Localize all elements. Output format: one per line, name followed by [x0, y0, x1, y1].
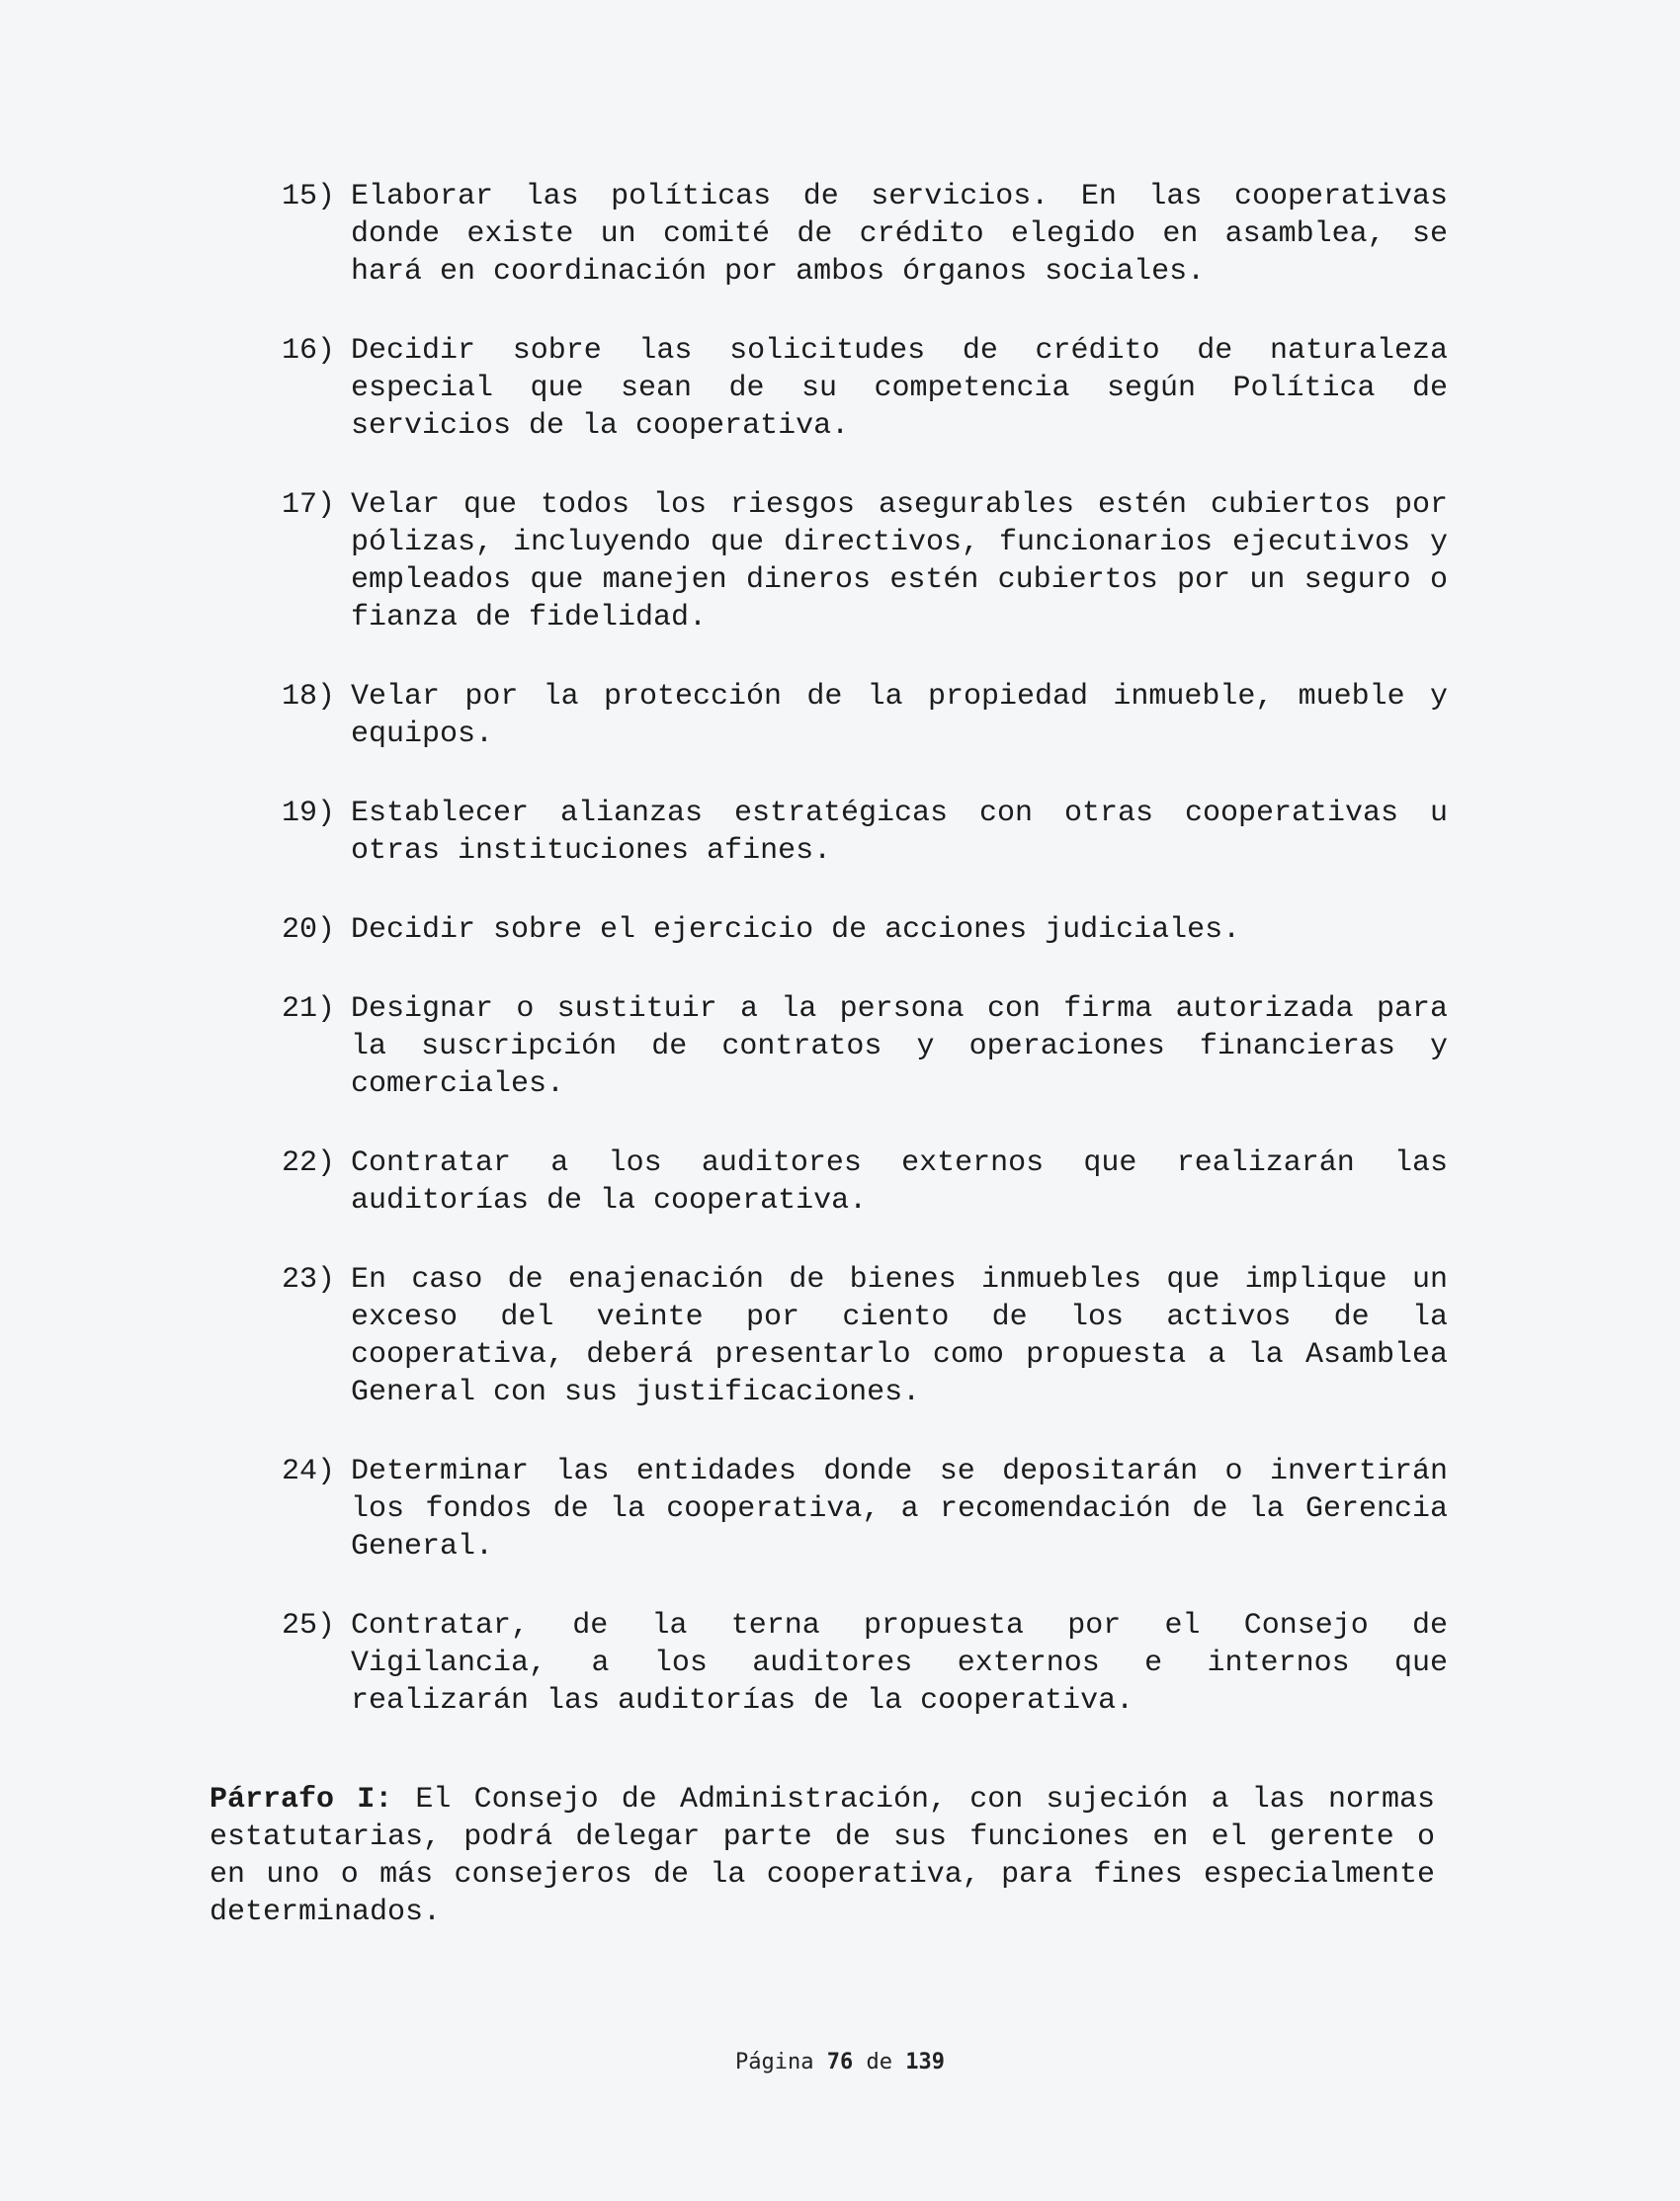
item-text: Determinar las entidades donde se depositarán o invertirán los fondos de la cooperativa, a recomendación de la Gerencia General.: [351, 1455, 1448, 1564]
item-number: 24): [282, 1455, 336, 1488]
item-number: 23): [282, 1263, 336, 1297]
page-number: 76: [826, 2050, 854, 2074]
page-total: 139: [905, 2050, 945, 2074]
item-text: Velar que todos los riesgos asegurables estén cubiertos por pólizas, incluyendo que directivos, funcionarios ejecutivos y empleados que manejen dineros estén cubiertos por un seguro o fianza de fidelidad.: [351, 488, 1448, 635]
paragraph-one: [210, 1781, 1435, 1931]
list-item: [282, 332, 1448, 445]
paragraph-label: Párrafo I:: [210, 1783, 393, 1817]
footer-prefix: Página: [735, 2050, 827, 2074]
list-item: [282, 795, 1448, 870]
list-item: [282, 486, 1448, 636]
item-number: 15): [282, 180, 336, 213]
list-item: [282, 1144, 1448, 1220]
item-text: Elaborar las políticas de servicios. En las cooperativas donde existe un comité de crédito elegido en asamblea, se hará en coordinación por ambos órganos sociales.: [351, 180, 1448, 289]
item-number: 17): [282, 488, 336, 522]
list-item: [282, 990, 1448, 1103]
item-number: 16): [282, 334, 336, 368]
item-text: Velar por la protección de la propiedad inmueble, mueble y equipos.: [351, 680, 1448, 751]
page-footer: [0, 2049, 1680, 2076]
item-text: Decidir sobre las solicitudes de crédito de naturaleza especial que sean de su competencia según Política de servicios de la cooperativa.: [351, 334, 1448, 443]
item-text: Establecer alianzas estratégicas con otras cooperativas u otras instituciones afines.: [351, 797, 1448, 868]
item-text: Designar o sustituir a la persona con firma autorizada para la suscripción de contratos y operaciones financieras y comerciales.: [351, 992, 1448, 1101]
list-item: [282, 178, 1448, 291]
list-item: [282, 1607, 1448, 1720]
functions-list: [282, 178, 1448, 1761]
list-item: [282, 1261, 1448, 1411]
item-number: 21): [282, 992, 336, 1026]
paragraph-text: El Consejo de Administración, con sujeción a las normas estatutarias, podrá delegar parte de sus funciones en el gerente o en uno o más consejeros de la cooperativa, para fines especialmente determinados.: [210, 1783, 1435, 1929]
list-item: [282, 1453, 1448, 1566]
footer-middle: de: [853, 2050, 906, 2074]
item-number: 25): [282, 1609, 336, 1643]
item-number: 19): [282, 797, 336, 830]
item-text: Decidir sobre el ejercicio de acciones judiciales.: [351, 913, 1241, 947]
item-number: 18): [282, 680, 336, 714]
item-text: Contratar a los auditores externos que realizarán las auditorías de la cooperativa.: [351, 1146, 1448, 1218]
list-item: [282, 678, 1448, 753]
list-item: [282, 911, 1448, 949]
item-text: Contratar, de la terna propuesta por el Consejo de Vigilancia, a los auditores externos e internos que realizarán las auditorías de la cooperativa.: [351, 1609, 1448, 1718]
item-number: 20): [282, 913, 336, 947]
item-number: 22): [282, 1146, 336, 1180]
item-text: En caso de enajenación de bienes inmuebles que implique un exceso del veinte por ciento de los activos de la cooperativa, deberá presentarlo como propuesta a la Asamblea General con sus justificaciones.: [351, 1263, 1448, 1409]
